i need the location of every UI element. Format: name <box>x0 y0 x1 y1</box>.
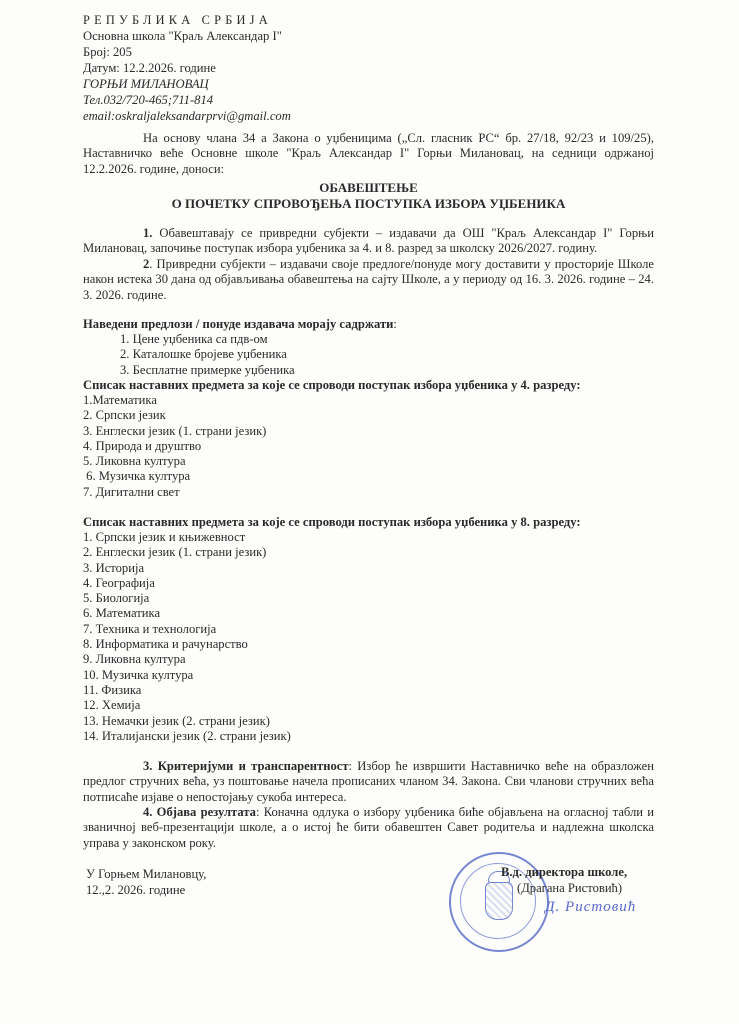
list-item: 2. Српски језик <box>83 408 166 423</box>
footer-place: У Горњем Милановцу, <box>86 867 207 881</box>
grade8-heading: Списак наставних предмета за које се спроводи поступак избора уџбеника у 8. разреду: <box>83 515 581 529</box>
requirements-heading <box>83 317 397 332</box>
grade4-list <box>83 393 266 500</box>
point-2-number: 2 <box>143 257 150 271</box>
list-item: 5. Биологија <box>83 591 150 606</box>
list-item: 14. Италијански језик (2. страни језик) <box>83 728 291 743</box>
point-2 <box>83 257 654 303</box>
point-4-text: : Коначна одлука о избору уџбеника биће објављена на огласној табли и званичној веб-презентацији школе, а о истој ће бити обавештен Савет родитеља и надлежна школска управа у законском року. <box>83 805 655 850</box>
handwritten-signature: Д. Ристовић <box>545 899 637 915</box>
signer-name: (Драгана Ристовић) <box>517 881 623 895</box>
list-item: 2. Каталошке бројеве уџбеника <box>120 347 287 362</box>
list-item: 1.Математика <box>83 393 157 407</box>
point-3-label: 3. Критеријуми и транспарентност <box>143 759 349 773</box>
requirements-list <box>120 332 295 378</box>
list-item: 5. Ликовна култура <box>83 454 186 469</box>
list-item: 9. Ликовна култура <box>83 652 186 667</box>
signer-title: В.д. директора школе, <box>501 865 628 879</box>
list-item: 2. Енглески језик (1. страни језик) <box>83 545 267 560</box>
list-item: 6. Математика <box>83 606 161 621</box>
list-item: 11. Физика <box>83 682 142 697</box>
list-item: 1. Српски језик и књижевност <box>83 530 246 544</box>
city: ГОРЊИ МИЛАНОВАЦ <box>83 77 209 91</box>
list-item: 4. Географија <box>83 575 155 590</box>
intro-paragraph: На основу члана 34 а Закона о уџбеницима („Сл. гласник РС“ бр. 27/18, 92/23 и 109/25), Наставничко веће Основне школе "Краљ Александар I" Горњи Милановац, на седници одржаној 12.2.2026. године, доноси: <box>83 131 654 176</box>
point-3 <box>83 759 654 805</box>
document-number: Број: 205 <box>83 45 132 59</box>
grade4-heading: Списак наставних предмета за које се спроводи поступак избора уџбеника у 4. разреду: <box>83 378 581 392</box>
country-name: РЕПУБЛИКА СРБИЈА <box>83 13 272 27</box>
point-1 <box>83 226 654 257</box>
footer-date: 12.,2. 2026. године <box>86 883 186 897</box>
point-1-text: Обавештавају се привредни субјекти – издавачи да ОШ "Краљ Александар I" Горњи Милановац, започиње поступак избора уџбеника за 4. и 8. разред за школску 2026/2027. годину. <box>83 226 654 256</box>
point-3-text: : Избор ће извршити Наставничко веће на образложен предлог стручних већа, уз поштовање начела прописаних чланом 34. Закона. Сви чланови стручних већа потписаће изјаве о непостојању сукоба интереса. <box>83 759 654 804</box>
point-4-label: 4. Објава резултата <box>143 805 256 819</box>
list-item: 12. Хемија <box>83 698 141 713</box>
list-item: 8. Информатика и рачунарство <box>83 637 248 652</box>
point-2-text: . Привредни субјекти – издавачи своје предлоге/понуде могу доставити у просторије Школе након истека 30 дана од објављивања обавештења на сајту Школе, а у периоду од 16. 3. 2026. године – 24. 3. 2026. године. <box>83 257 654 302</box>
document-date: Датум: 12.2.2026. године <box>83 61 216 75</box>
list-item: 3. Историја <box>83 560 145 575</box>
list-item: 3. Енглески језик (1. страни језик) <box>83 423 267 438</box>
list-item: 10. Музичка култура <box>83 667 194 682</box>
requirements-heading-text: Наведени предлози / понуде издавача морају садржати <box>83 317 394 331</box>
phone: Тел.032/720-465;711-814 <box>83 93 214 107</box>
list-item: 7. Техника и технологија <box>83 621 217 636</box>
list-item: 3. Бесплатне примерке уџбеника <box>120 362 295 377</box>
point-1-number: 1. <box>143 226 153 240</box>
grade8-list <box>83 530 291 744</box>
email: email:oskraljaleksandarprvi@gmail.com <box>83 109 291 123</box>
list-item: 6. Музичка култура <box>83 469 191 484</box>
document-subtitle: О ПОЧЕТКУ СПРОВОЂЕЊА ПОСТУПКА ИЗБОРА УЏБЕНИКА <box>171 196 566 211</box>
coat-of-arms-icon <box>485 882 513 920</box>
requirements-colon: : <box>393 317 397 331</box>
school-name: Основна школа "Краљ Александар I" <box>83 29 282 43</box>
document-title: ОБАВЕШТЕЊЕ <box>319 180 418 195</box>
list-item: 1. Цене уџбеника са пдв-ом <box>120 332 268 346</box>
list-item: 13. Немачки језик (2. страни језик) <box>83 713 270 728</box>
point-4 <box>83 805 654 851</box>
list-item: 4. Природа и друштво <box>83 438 202 453</box>
list-item: 7. Дигитални свет <box>83 484 180 499</box>
